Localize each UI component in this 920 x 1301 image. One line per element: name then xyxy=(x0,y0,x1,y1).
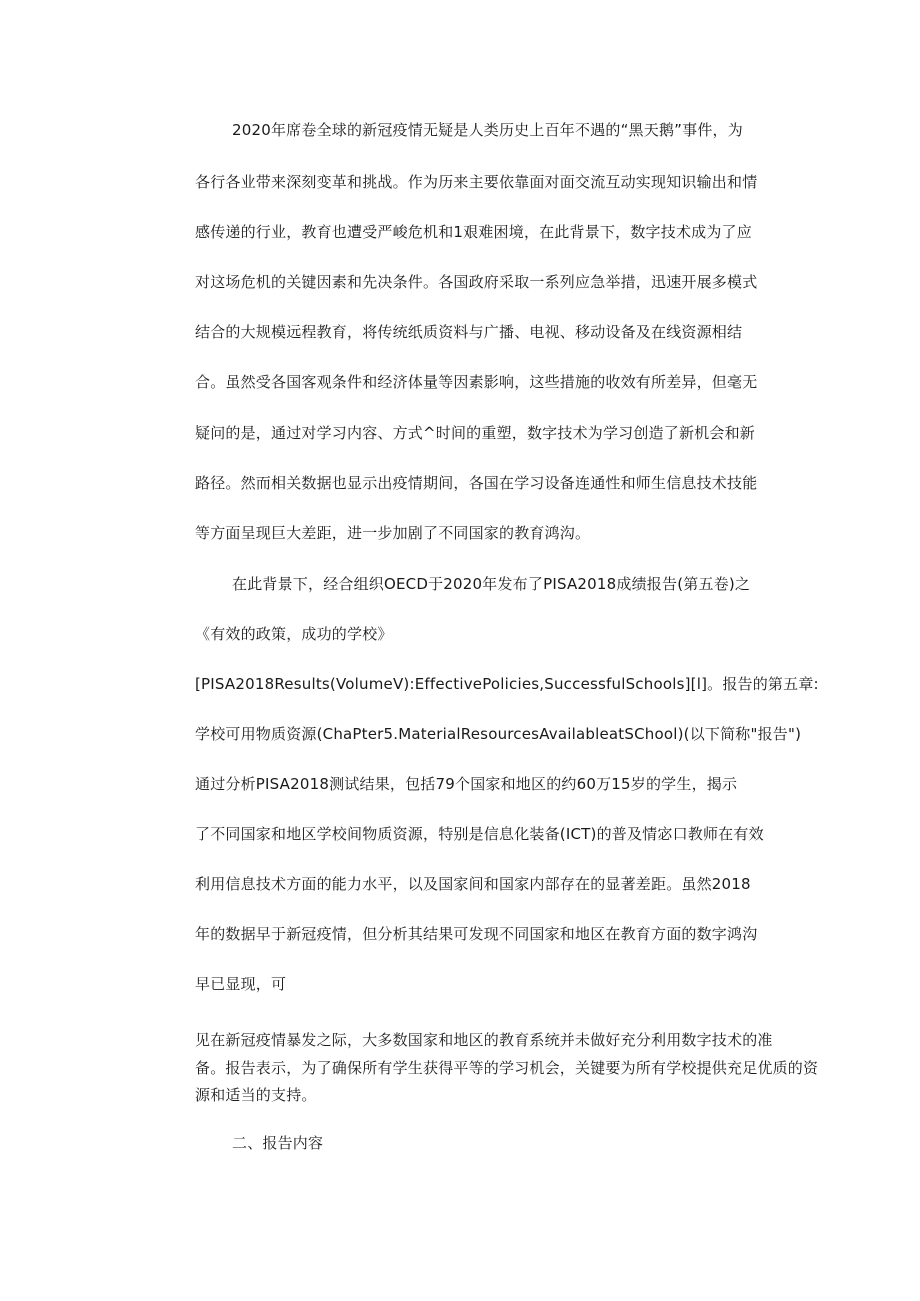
paragraph-2-line-7: 利用信息技术方面的能力水平，以及国家间和国家内部存在的显著差距。虽然2018 xyxy=(195,875,751,893)
paragraph-1-line-1: 2020年席卷全球的新冠疫情无疑是人类历史上百年不遇的“黑天鹅”事件，为 xyxy=(232,121,743,139)
paragraph-1-line-7: 疑问的是，通过对学习内容、方式^时间的重塑，数字技术为学习创造了新机会和新 xyxy=(195,424,755,442)
paragraph-1-line-5: 结合的大规模远程教育，将传统纸质资料与广播、电视、移动设备及在线资源相结 xyxy=(195,323,743,341)
paragraph-1-line-6: 合。虽然受各国客观条件和经济体量等因素影响，这些措施的收效有所差异，但毫无 xyxy=(195,373,758,391)
paragraph-3-line-2: 备。报告表示，为了确保所有学生获得平等的学习机会，关键要为所有学校提供充足优质的资 xyxy=(195,1059,819,1077)
paragraph-1-line-3: 感传递的行业，教育也遭受严峻危机和1艰难困境，在此背景下，数字技术成为了应 xyxy=(195,223,752,241)
paragraph-1-line-4: 对这场危机的关键因素和先决条件。各国政府采取一系列应急举措，迅速开展多模式 xyxy=(195,273,758,291)
paragraph-2-line-4: 学校可用物质资源(ChaPter5.MaterialResourcesAvailableatSChool)(以下简称"报告") xyxy=(195,725,802,743)
paragraph-2-line-3: [PISA2018Results(VolumeV):EffectivePolicies,SuccessfulSchools][l]。报告的第五章: xyxy=(195,675,819,693)
paragraph-2-line-9: 早已显现，可 xyxy=(195,975,287,993)
paragraph-2-line-6: 了不同国家和地区学校间物质资源，特别是信息化装备(ICT)的普及情宓口教师在有效 xyxy=(195,825,764,843)
section-heading: 二、报告内容 xyxy=(232,1134,324,1152)
paragraph-2-line-1: 在此背景下，经合组织OECD于2020年发布了PISA2018成绩报告(第五卷)之 xyxy=(232,575,751,593)
paragraph-3-line-1: 见在新冠疫情暴发之际，大多数国家和地区的教育系统并未做好充分利用数字技术的准 xyxy=(195,1031,773,1049)
paragraph-2-line-2: 《有效的政策，成功的学校》 xyxy=(195,625,393,643)
paragraph-1-line-9: 等方面呈现巨大差距，进一步加剧了不同国家的教育鸿沟。 xyxy=(195,524,591,542)
paragraph-3-line-3: 源和适当的支持。 xyxy=(195,1086,317,1104)
paragraph-1-line-8: 路径。然而相关数据也显示出疫情期间，各国在学习设备连通性和师生信息技术技能 xyxy=(195,474,758,492)
paragraph-1-line-2: 各行各业带来深刻变革和挑战。作为历来主要依靠面对面交流互动实现知识输出和情 xyxy=(195,173,758,191)
paragraph-2-line-8: 年的数据早于新冠疫情，但分析其结果可发现不同国家和地区在教育方面的数字鸿沟 xyxy=(195,925,758,943)
paragraph-2-line-5: 通过分析PISA2018测试结果，包括79个国家和地区的约60万15岁的学生，揭示 xyxy=(195,775,738,793)
